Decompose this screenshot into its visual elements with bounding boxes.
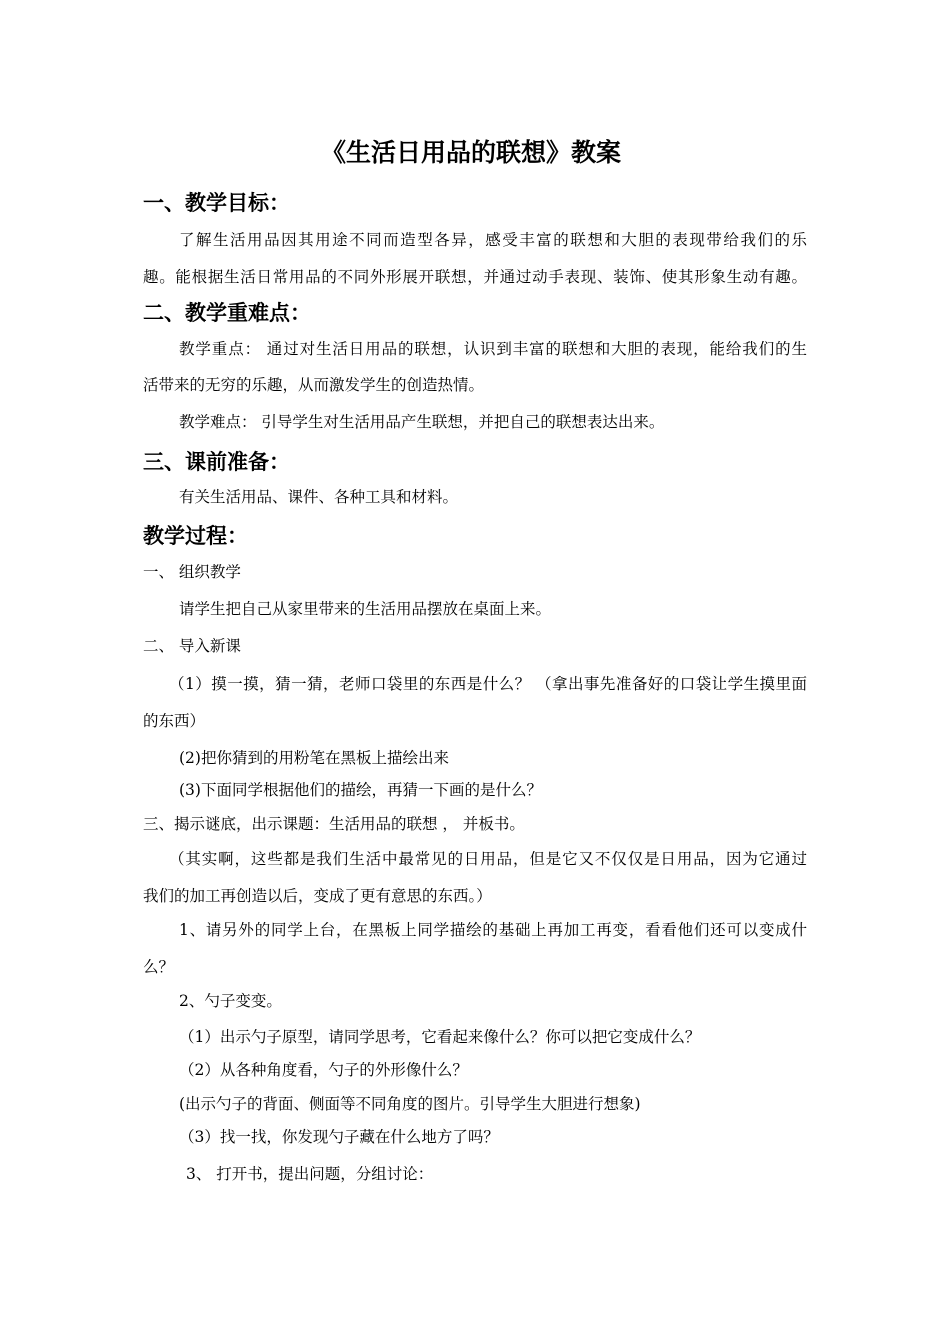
paragraph-line: (出示勺子的背面、侧面等不同角度的图片。引导学生大胆进行想象): [179, 1095, 641, 1113]
list-item: （2）从各种角度看，勺子的外形像什么？: [179, 1061, 468, 1079]
section-heading-process: 教学过程：: [143, 524, 248, 548]
paragraph-line: 么？: [143, 958, 175, 976]
document-title: 《生活日用品的联想》教案: [321, 138, 622, 167]
list-item: 一、 组织教学: [143, 563, 241, 581]
section-heading-goals: 一、教学目标：: [143, 191, 290, 215]
section-heading-preparation: 三、课前准备：: [143, 450, 290, 474]
paragraph-line: 1、请另外的同学上台，在黑板上同学描绘的基础上再加工再变，看看他们还可以变成什: [179, 921, 807, 939]
paragraph-line: 的东西）: [143, 712, 206, 730]
section-heading-key-points: 二、教学重难点：: [143, 301, 311, 325]
list-item: 三、揭示谜底，出示课题：生活用品的联想 ， 并板书。: [143, 815, 525, 833]
list-item: 2、勺子变变。: [179, 992, 282, 1010]
paragraph-line: 有关生活用品、课件、各种工具和材料。: [179, 488, 459, 506]
paragraph-line: 教学重点： 通过对生活日用品的联想，认识到丰富的联想和大胆的表现，能给我们的生: [179, 340, 807, 358]
list-item: （1）出示勺子原型，请同学思考，它看起来像什么？你可以把它变成什么？: [179, 1028, 701, 1046]
list-item: （3）找一找，你发现勺子藏在什么地方了吗？: [179, 1128, 499, 1146]
paragraph-line: 请学生把自己从家里带来的生活用品摆放在桌面上来。: [179, 600, 552, 618]
paragraph-line: 我们的加工再创造以后，变成了更有意思的东西。）: [143, 887, 492, 905]
paragraph-line: 活带来的无穷的乐趣，从而激发学生的创造热情。: [143, 376, 485, 394]
list-item: 二、 导入新课: [143, 637, 241, 655]
paragraph-line: （1）摸一摸，猜一猜，老师口袋里的东西是什么？ （拿出事先准备好的口袋让学生摸里面: [169, 675, 807, 693]
paragraph-line: 教学难点： 引导学生对生活用品产生联想，并把自己的联想表达出来。: [179, 413, 665, 431]
paragraph-line: (2)把你猜到的用粉笔在黑板上描绘出来: [179, 749, 449, 767]
paragraph-line: （其实啊，这些都是我们生活中最常见的日用品，但是它又不仅仅是日用品，因为它通过: [169, 850, 807, 868]
paragraph-line: 了解生活用品因其用途不同而造型各异，感受丰富的联想和大胆的表现带给我们的乐: [179, 231, 807, 249]
paragraph-line: 趣。能根据生活日常用品的不同外形展开联想，并通过动手表现、装饰、使其形象生动有趣。: [143, 268, 807, 286]
paragraph-line: (3)下面同学根据他们的描绘，再猜一下画的是什么？: [179, 781, 542, 799]
list-item: 3、 打开书，提出问题，分组讨论：: [186, 1165, 434, 1183]
